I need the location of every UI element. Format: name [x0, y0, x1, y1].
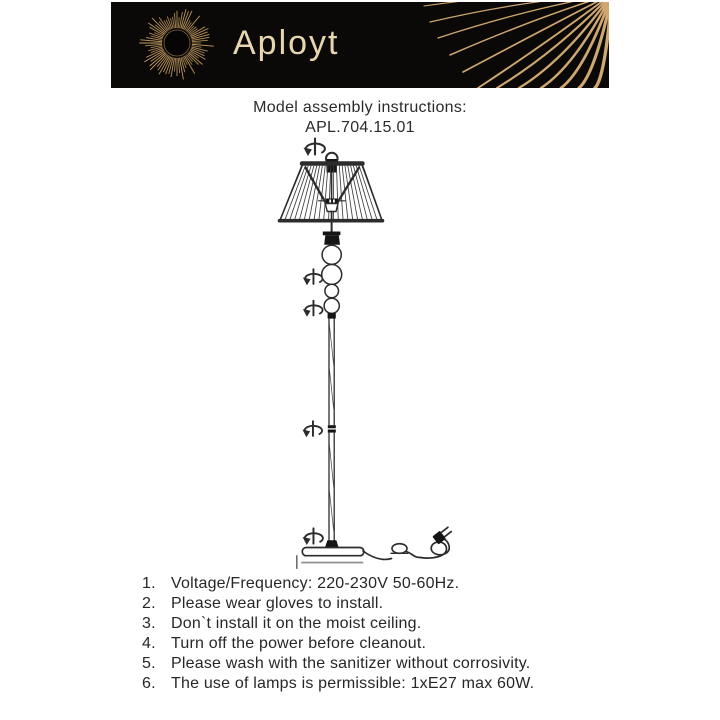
model-number: APL.704.15.01	[305, 119, 415, 136]
page-title: Model assembly instructions:	[253, 99, 467, 116]
item-number: 5.	[142, 655, 156, 672]
decorative-sphere	[325, 284, 339, 298]
pole-joint	[328, 425, 336, 432]
list-item	[142, 614, 612, 634]
sunburst-center	[164, 30, 190, 56]
bulb-holder	[319, 199, 346, 212]
item-number: 1.	[142, 575, 156, 592]
list-item	[142, 674, 612, 694]
cord-switch	[392, 544, 407, 554]
finial-ring	[326, 153, 338, 165]
list-item	[142, 574, 612, 594]
item-number: 4.	[142, 635, 156, 652]
item-number: 3.	[142, 615, 156, 632]
power-plug	[432, 525, 452, 544]
brand-banner	[111, 2, 609, 88]
instruction-list	[142, 574, 612, 694]
item-text: Voltage/Frequency: 220-230V 50-60Hz.	[171, 575, 460, 592]
decorative-sphere	[324, 298, 339, 313]
item-text: The use of lamps is permissible: 1xE27 max 60W.	[171, 675, 535, 692]
list-item	[142, 594, 612, 614]
list-item	[142, 634, 612, 654]
list-item	[142, 654, 612, 674]
title-block	[0, 98, 720, 138]
decorative-sphere	[322, 265, 342, 285]
decorative-sphere	[322, 245, 341, 264]
item-text: Please wear gloves to install.	[171, 595, 384, 612]
banner-art	[111, 2, 609, 88]
brand-wordmark: Aployt	[233, 24, 340, 62]
item-number: 2.	[142, 595, 156, 612]
lampshade	[280, 153, 383, 221]
power-cord	[363, 525, 453, 559]
lamp-pole	[325, 319, 339, 548]
item-text: Don`t install it on the moist ceiling.	[171, 615, 422, 632]
socket-and-spheres	[322, 223, 342, 319]
rays-decoration	[424, 2, 609, 88]
item-text: Turn off the power before cleanout.	[171, 635, 427, 652]
pole-foot	[325, 540, 339, 547]
shade-pleats	[281, 166, 382, 219]
rotation-arrow-icon	[302, 139, 325, 546]
lamp-base	[297, 548, 364, 569]
socket-cap	[323, 232, 341, 236]
item-text: Please wash with the sanitizer without corrosivity.	[171, 655, 531, 672]
item-number: 6.	[142, 675, 156, 692]
